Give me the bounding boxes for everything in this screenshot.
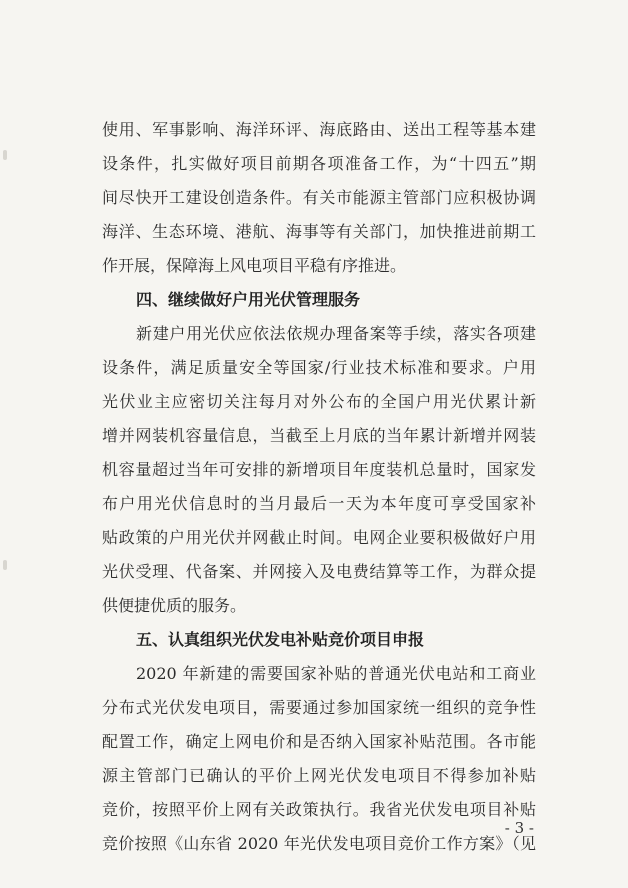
text-line: 光伏业主应密切关注每月对外公布的全国户用光伏累计新 — [102, 392, 536, 411]
text-line: 配置工作，确定上网电价和是否纳入国家补贴范围。各市能 — [102, 732, 536, 751]
text-line: 作开展，保障海上风电项目平稳有序推进。 — [102, 256, 407, 275]
text-line: 使用、军事影响、海洋环评、海底路由、送出工程等基本建 — [102, 120, 536, 139]
text-line: 光伏受理、代备案、并网接入及电费结算等工作，为群众提 — [102, 562, 536, 581]
text-line: 2020 年新建的需要国家补贴的普通光伏电站和工商业 — [136, 664, 536, 683]
text-line: 设条件，扎实做好项目前期各项准备工作，为“十四五”期 — [102, 154, 536, 173]
text-line: 间尽快开工建设创造条件。有关市能源主管部门应积极协调 — [102, 188, 536, 207]
section-heading: 五、认真组织光伏发电补贴竞价项目申报 — [136, 630, 425, 649]
text-line: 竞价按照《山东省 2020 年光伏发电项目竞价工作方案》（见 — [102, 834, 536, 853]
binding-mark — [3, 150, 7, 160]
text-line: 设条件，满足质量安全等国家/行业技术标准和要求。户用 — [102, 358, 536, 377]
text-line: 分布式光伏发电项目，需要通过参加国家统一组织的竞争性 — [102, 698, 536, 717]
text-line: 增并网装机容量信息，当截至上月底的当年累计新增并网装 — [102, 426, 536, 445]
text-line: 贴政策的户用光伏并网截止时间。电网企业要积极做好户用 — [102, 528, 536, 547]
binding-mark — [3, 560, 7, 570]
text-line: 源主管部门已确认的平价上网光伏发电项目不得参加补贴 — [102, 766, 536, 785]
text-line: 竞价，按照平价上网有关政策执行。我省光伏发电项目补贴 — [102, 800, 536, 819]
text-line: 海洋、生态环境、港航、海事等有关部门，加快推进前期工 — [102, 222, 536, 241]
text-line: 机容量超过当年可安排的新增项目年度装机总量时，国家发 — [102, 460, 536, 479]
section-heading: 四、继续做好户用光伏管理服务 — [136, 290, 361, 309]
text-line: 供便捷优质的服务。 — [102, 596, 247, 615]
page-number: - 3 - — [504, 819, 534, 837]
text-line: 布户用光伏信息时的当月最后一天为本年度可享受国家补 — [102, 494, 536, 513]
text-line: 新建户用光伏应依法依规办理备案等手续，落实各项建 — [136, 324, 536, 343]
